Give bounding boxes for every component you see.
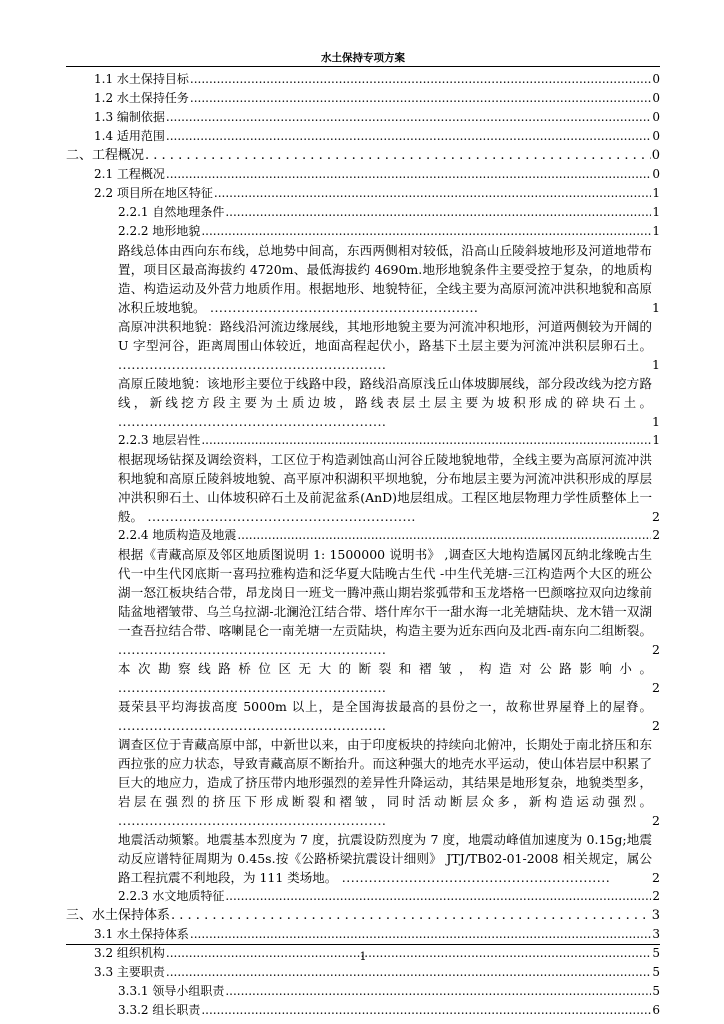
toc-entry[interactable]: [66, 184, 660, 203]
toc-page-number: 2: [652, 813, 660, 828]
dot-leader: [190, 925, 651, 944]
toc-page-number: 2: [652, 889, 660, 903]
toc-entry[interactable]: [66, 222, 660, 241]
toc-page-number: 1: [652, 414, 660, 429]
toc-page-number: 0: [652, 110, 660, 124]
toc-page-number: 0: [652, 72, 660, 86]
toc-entry-title: 二、工程概况: [66, 148, 145, 163]
toc-page-number: 5: [652, 984, 660, 998]
dot-leader: ............................................................: [205, 300, 479, 315]
toc-paragraph-text: [66, 659, 660, 697]
dot-leader: ............................................................: [143, 509, 416, 524]
dot-leader: ............................................................: [337, 870, 611, 885]
toc-paragraph-entry[interactable]: [66, 241, 660, 317]
dot-leader: [237, 526, 651, 545]
dot-leader: [225, 982, 651, 1001]
dot-leader: [201, 1001, 651, 1020]
toc-paragraph-entry[interactable]: [66, 697, 660, 735]
toc-entry-title: 2.2.3 地层岩性: [118, 433, 201, 447]
toc-paragraph-text: [66, 450, 660, 526]
toc-entry-title: 3.3.2 组长职责: [118, 1003, 201, 1017]
toc-entry-title: 2.2.1 自然地理条件: [118, 205, 225, 219]
toc-page-number: 5: [652, 946, 660, 960]
footer-divider: [66, 944, 660, 945]
toc-paragraph-entry[interactable]: [66, 659, 660, 697]
toc-entry-title: 2.2.4 地质构造及地震: [118, 528, 237, 542]
page-number: 1: [359, 950, 367, 963]
toc-page-number: 2: [652, 718, 660, 733]
toc-page-number: 3: [652, 927, 660, 941]
toc-entry[interactable]: [66, 203, 660, 222]
toc-entry[interactable]: [66, 108, 660, 127]
toc-entry-title: 3.1 水土保持体系: [94, 927, 189, 941]
toc-entry[interactable]: [66, 431, 660, 450]
toc-entry[interactable]: [66, 982, 660, 1001]
toc-entry-title: 1.1 水土保持目标: [94, 72, 189, 86]
toc-paragraph-text: [66, 830, 660, 887]
dot-leader: ............................................................: [118, 414, 387, 429]
dot-leader: [225, 887, 651, 906]
toc-paragraph-content: 地震活动频繁。地震基本烈度为 7 度，抗震设防烈度为 7 度，地震动峰值加速度为 0.15g;地震动反应谱特征周期为 0.45s.按《公路桥梁抗震设计细则》 JTJ/TB02-01-2008 相关规定，属公路工程抗震不利地段，为 111 类场地。: [118, 832, 652, 885]
toc-entry[interactable]: [66, 165, 660, 184]
dot-leader: [171, 906, 651, 925]
dot-leader: ............................................................: [118, 813, 387, 828]
toc-paragraph-text: [66, 317, 660, 374]
dot-leader: [190, 70, 651, 89]
toc-paragraph-content: 根据《青藏高原及邻区地质图说明 1: 1500000 说明书》 ,调查区大地构造属冈瓦纳北缘晚古生代一中生代冈底斯一喜玛拉雅构造和泛华夏大陆晚古生代 -中生代羌塘-三江构造两个大区的班公湖一怒江板块结合带，昂龙岗日一班戈一腾冲燕山期岩浆弧带和玉龙塔格一巴颜喀拉双向边缘前陆盆地褶皱带、乌兰乌拉湖-北澜沧江结合带、塔什库尔干一甜水海一北羌塘陆块、龙木错一双湖一查吾拉结合带、喀喇昆仑一南羌塘一左贡陆块，构造主要为近东西向及北西-南东向二组断裂。: [118, 547, 652, 638]
toc-entry[interactable]: [66, 906, 660, 925]
toc-page-number: 5: [652, 965, 660, 979]
dot-leader: [225, 203, 651, 222]
toc-entry[interactable]: [66, 963, 660, 982]
toc-page-number: 0: [651, 148, 660, 163]
toc-paragraph-text: [66, 545, 660, 659]
dot-leader: ............................................................: [118, 718, 387, 733]
toc-page-number: 1: [652, 205, 660, 219]
table-of-contents: [66, 70, 660, 1020]
toc-paragraph-content: 调查区位于青藏高原中部，中新世以来，由于印度板块的持续向北俯冲，长期处于南北挤压和东西拉张的应力状态，导致青藏高原不断抬升。而这种强大的地壳水平运动，使山体岩层中积累了巨大的地应力，造成了挤压带内地形强烈的差异性升降运动，其结果是地形复杂，地貌类型多，岩层在强烈的挤压下形成断裂和褶皱，同时活动断层众多，新构造运动强烈。: [118, 737, 652, 809]
dot-leader: ............................................................: [118, 680, 387, 695]
toc-page-number: 1: [652, 433, 660, 447]
toc-paragraph-entry[interactable]: [66, 450, 660, 526]
toc-page-number: 2: [652, 870, 660, 885]
dot-leader: [166, 127, 651, 146]
dot-leader: ............................................................: [118, 642, 387, 657]
dot-leader: [145, 146, 651, 165]
toc-page-number: 1: [652, 300, 660, 315]
toc-entry-title: 三、水土保持体系: [66, 908, 171, 923]
toc-entry-title: 1.3 编制依据: [94, 110, 165, 124]
dot-leader: [166, 963, 651, 982]
toc-page-number: 2: [652, 528, 660, 542]
toc-paragraph-content: 聂荣县平均海拔高度 5000m 以上，是全国海拔最高的县份之一，故称世界屋脊上的屋脊。: [118, 699, 652, 714]
toc-page-number: 1: [652, 224, 660, 238]
header-divider: [66, 66, 660, 67]
dot-leader: ............................................................: [118, 357, 387, 372]
toc-entry-title: 3.3 主要职责: [94, 965, 165, 979]
toc-page-number: 2: [652, 509, 660, 524]
toc-page-number: 3: [651, 908, 660, 923]
toc-entry-title: 2.2.3 水文地质特征: [118, 889, 225, 903]
toc-paragraph-entry[interactable]: [66, 317, 660, 374]
page-header-title: 水土保持专项方案: [321, 52, 405, 64]
toc-paragraph-content: 本次勘察线路桥位区无大的断裂和褶皱，构造对公路影响小。: [118, 661, 652, 676]
toc-paragraph-entry[interactable]: [66, 735, 660, 830]
toc-entry[interactable]: [66, 526, 660, 545]
toc-entry[interactable]: [66, 887, 660, 906]
toc-paragraph-text: [66, 697, 660, 735]
toc-paragraph-entry[interactable]: [66, 374, 660, 431]
toc-page-number: 0: [652, 91, 660, 105]
toc-entry[interactable]: [66, 89, 660, 108]
toc-page-number: 6: [652, 1003, 660, 1017]
toc-paragraph-text: [66, 374, 660, 431]
toc-paragraph-text: [66, 735, 660, 830]
toc-page-number: 2: [652, 642, 660, 657]
toc-entry-title: 1.2 水土保持任务: [94, 91, 189, 105]
toc-paragraph-entry[interactable]: [66, 830, 660, 887]
dot-leader: [190, 89, 651, 108]
toc-page-number: 0: [652, 167, 660, 181]
toc-paragraph-entry[interactable]: [66, 545, 660, 659]
dot-leader: [166, 108, 651, 127]
toc-entry[interactable]: [66, 70, 660, 89]
dot-leader: [166, 165, 651, 184]
toc-paragraph-content: 根据现场钻探及调绘资料，工区位于构造剥蚀高山河谷丘陵地貌地带，全线主要为高原河流冲洪积地貌和高原丘陵斜坡地貌、高平原冲积湖积平坝地貌，分布地层主要为河流冲洪积形成的厚层冲洪积卵石土、山体坡积碎石土及前泥盆系(AnD)地层组成。工程区地层物理力学性质整体上一般。: [118, 452, 652, 524]
toc-paragraph-content: 高原冲洪积地貌：路线沿河流边缘展线，其地形地貌主要为河流冲积地形，河道两侧较为开阔的 U 字型河谷，距离周围山体较近，地面高程起伏小，路基下土层主要为河流冲洪积层卵石土。: [118, 319, 652, 353]
toc-entry[interactable]: [66, 127, 660, 146]
dot-leader: [201, 431, 651, 450]
toc-paragraph-content: 路线总体由西向东布线，总地势中间高，东西两侧相对较低，沿高山丘陵斜坡地形及河道地带布置，项目区最高海拔约 4720m、最低海拔约 4690m.地形地貌条件主要受控于复杂，的地质构造、构造运动及外营力地质作用。根据地形、地貌特征，全线主要为高原河流冲洪积地貌和高原冰积丘坡地貌。: [118, 243, 652, 315]
toc-entry[interactable]: [66, 1001, 660, 1020]
toc-entry-title: 3.2 组织机构: [94, 946, 165, 960]
toc-entry-title: 2.2.2 地形地貌: [118, 224, 201, 238]
toc-paragraph-content: 高原丘陵地貌：该地形主要位于线路中段，路线沿高原浅丘山体坡脚展线，部分段改线为挖方路线，新线挖方段主要为土质边坡，路线表层土层主要为坡积形成的碎块石土。: [118, 376, 652, 410]
toc-entry-title: 2.1 工程概况: [94, 167, 165, 181]
toc-paragraph-text: [66, 241, 660, 317]
dot-leader: [201, 222, 651, 241]
toc-page-number: 1: [652, 357, 660, 372]
toc-page-number: 0: [652, 129, 660, 143]
toc-entry[interactable]: [66, 146, 660, 165]
dot-leader: [214, 184, 651, 203]
toc-entry-title: 3.3.1 领导小组职责: [118, 984, 225, 998]
toc-page-number: 2: [652, 680, 660, 695]
toc-page-number: 1: [652, 186, 660, 200]
toc-entry-title: 2.2 项目所在地区特征: [94, 186, 213, 200]
toc-entry-title: 1.4 适用范围: [94, 129, 165, 143]
toc-entry[interactable]: [66, 925, 660, 944]
